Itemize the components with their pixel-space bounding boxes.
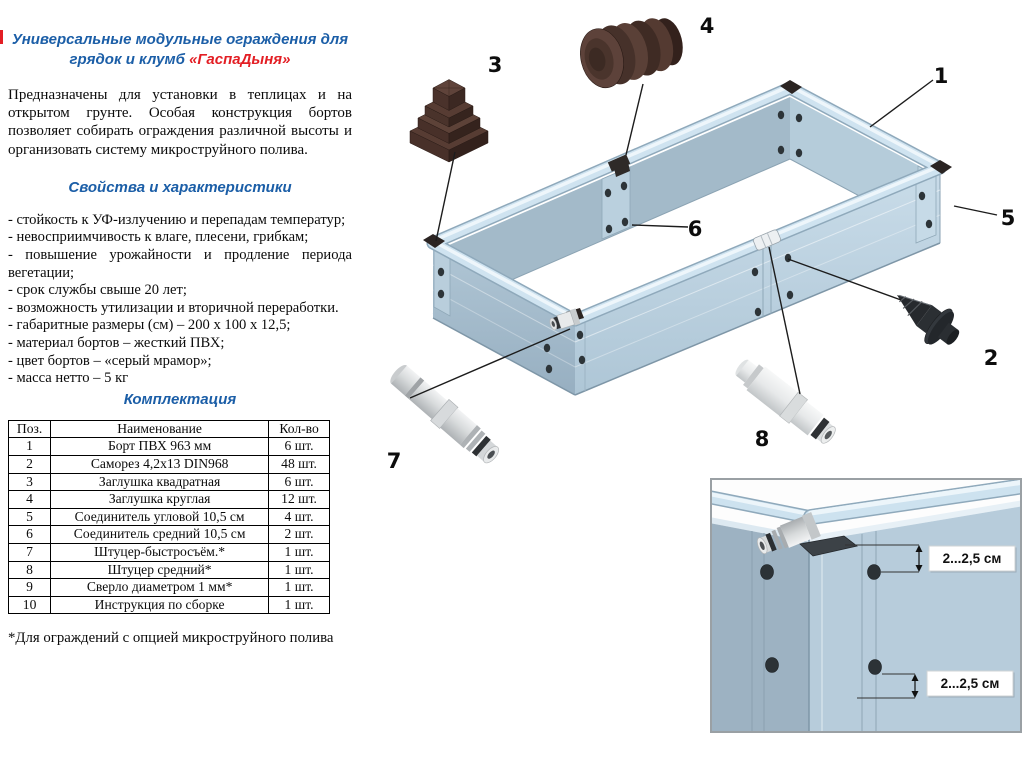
detail-inset-drawing xyxy=(712,480,1020,731)
screw xyxy=(606,225,612,233)
table-row xyxy=(9,579,330,597)
part-square-cap xyxy=(410,80,488,163)
cell-pos: 7 xyxy=(9,543,51,561)
cell-qty: 1 шт. xyxy=(269,596,330,614)
kit-table xyxy=(8,420,330,615)
screw xyxy=(621,182,627,190)
cell-pos: 6 xyxy=(9,526,51,544)
screw xyxy=(438,268,444,276)
text-column xyxy=(8,30,352,662)
screw xyxy=(605,189,611,197)
cell-name: Соединитель средний 10,5 см xyxy=(51,526,269,544)
detail-inset xyxy=(710,478,1022,733)
screw xyxy=(546,365,552,373)
cell-qty: 12 шт. xyxy=(269,491,330,509)
cell-name: Штуцер средний* xyxy=(51,561,269,579)
property-item: - материал бортов – жесткий ПВХ; xyxy=(8,334,225,351)
table-row xyxy=(9,508,330,526)
callout-4: 4 xyxy=(699,14,715,38)
col-header-name: Наименование xyxy=(51,420,269,438)
col-header-qty: Кол-во xyxy=(269,420,330,438)
part-quick-fitting xyxy=(386,361,504,469)
table-row xyxy=(9,526,330,544)
callout-5: 5 xyxy=(1000,206,1016,230)
cell-name: Инструкция по сборке xyxy=(51,596,269,614)
cell-name: Борт ПВХ 963 мм xyxy=(51,438,269,456)
screw xyxy=(778,111,784,119)
inset-left-wall xyxy=(712,522,809,731)
property-item: - масса нетто – 5 кг xyxy=(8,370,129,387)
brand-name: «ГаспаДыня» xyxy=(189,51,291,68)
cell-qty: 4 шт. xyxy=(269,508,330,526)
property-item: - повышение урожайности и продление периода вегетации; xyxy=(8,247,352,281)
screw xyxy=(755,308,761,316)
kit-table-header-row xyxy=(9,420,330,438)
callout-2: 2 xyxy=(983,346,999,370)
cell-qty: 48 шт. xyxy=(269,455,330,473)
table-row xyxy=(9,438,330,456)
property-item: - габаритные размеры (см) – 200 х 100 х 12,5; xyxy=(8,317,291,334)
cell-pos: 5 xyxy=(9,508,51,526)
property-item: - срок службы свыше 20 лет; xyxy=(8,282,187,299)
callout-8: 8 xyxy=(754,427,770,451)
cell-name: Штуцер-быстросъём.* xyxy=(51,543,269,561)
page-title xyxy=(8,30,352,70)
cell-pos: 1 xyxy=(9,438,51,456)
screw xyxy=(766,658,779,673)
left-margin-marker xyxy=(0,30,3,44)
dim-label-top: 2...2,5 см xyxy=(942,551,1002,566)
intro-paragraph: Предназначены для установки в теплицах и на открытом грунте. Особая конструкция бортов позволяет собирать ограждения различной высоты и организовать систему микроструйного полива. xyxy=(8,87,352,158)
assembly-diagram xyxy=(380,0,1024,492)
screw xyxy=(761,565,774,580)
callout-3: 3 xyxy=(487,53,503,77)
cell-qty: 1 шт. xyxy=(269,561,330,579)
part-round-cap xyxy=(574,9,688,92)
col-header-pos: Поз. xyxy=(9,420,51,438)
cell-name: Саморез 4,2х13 DIN968 xyxy=(51,455,269,473)
table-row xyxy=(9,596,330,614)
property-item: - стойкость к УФ-излучению и перепадам температур; xyxy=(8,211,346,228)
property-item: - невосприимчивость к влаге, плесени, грибкам; xyxy=(8,229,309,246)
screw xyxy=(752,268,758,276)
cell-name: Сверло диаметром 1 мм* xyxy=(51,579,269,597)
property-item: - возможность утилизации и вторичной переработки. xyxy=(8,299,339,316)
cell-qty: 6 шт. xyxy=(269,438,330,456)
cell-pos: 10 xyxy=(9,596,51,614)
screw xyxy=(919,192,925,200)
properties-heading: Свойства и характеристики xyxy=(68,178,292,196)
screw xyxy=(868,565,881,580)
cell-qty: 2 шт. xyxy=(269,526,330,544)
cell-qty: 6 шт. xyxy=(269,473,330,491)
screw xyxy=(778,146,784,154)
screw xyxy=(796,114,802,122)
cell-qty: 1 шт. xyxy=(269,543,330,561)
part-middle-fitting xyxy=(730,354,841,450)
screw xyxy=(622,218,628,226)
screw xyxy=(579,356,585,364)
screw xyxy=(438,290,444,298)
property-item: - цвет бортов – «серый мрамор»; xyxy=(8,352,212,369)
cell-pos: 8 xyxy=(9,561,51,579)
footnote: *Для ограждений с опцией микроструйного полива xyxy=(8,630,334,647)
table-row xyxy=(9,543,330,561)
cell-qty: 1 шт. xyxy=(269,579,330,597)
callout-1: 1 xyxy=(933,64,949,88)
table-row xyxy=(9,473,330,491)
screw xyxy=(787,291,793,299)
screw xyxy=(796,149,802,157)
cell-name: Заглушка круглая xyxy=(51,491,269,509)
table-row xyxy=(9,455,330,473)
cell-pos: 4 xyxy=(9,491,51,509)
callout-7: 7 xyxy=(386,449,402,473)
cell-name: Соединитель угловой 10,5 см xyxy=(51,508,269,526)
cell-pos: 3 xyxy=(9,473,51,491)
callout-6: 6 xyxy=(687,217,703,241)
page-title-text: Универсальные модульные ограждения для грядок и клумб xyxy=(11,31,349,68)
screw xyxy=(926,220,932,228)
cell-pos: 2 xyxy=(9,455,51,473)
part-screw xyxy=(884,278,968,356)
screw xyxy=(869,660,882,675)
screw xyxy=(577,331,583,339)
dim-label-bottom: 2...2,5 см xyxy=(940,676,1000,691)
properties-list xyxy=(8,212,352,388)
kit-heading: Комплектация xyxy=(123,390,237,408)
table-row xyxy=(9,491,330,509)
screw xyxy=(544,344,550,352)
screw xyxy=(785,254,791,262)
table-row xyxy=(9,561,330,579)
cell-pos: 9 xyxy=(9,579,51,597)
cell-name: Заглушка квадратная xyxy=(51,473,269,491)
